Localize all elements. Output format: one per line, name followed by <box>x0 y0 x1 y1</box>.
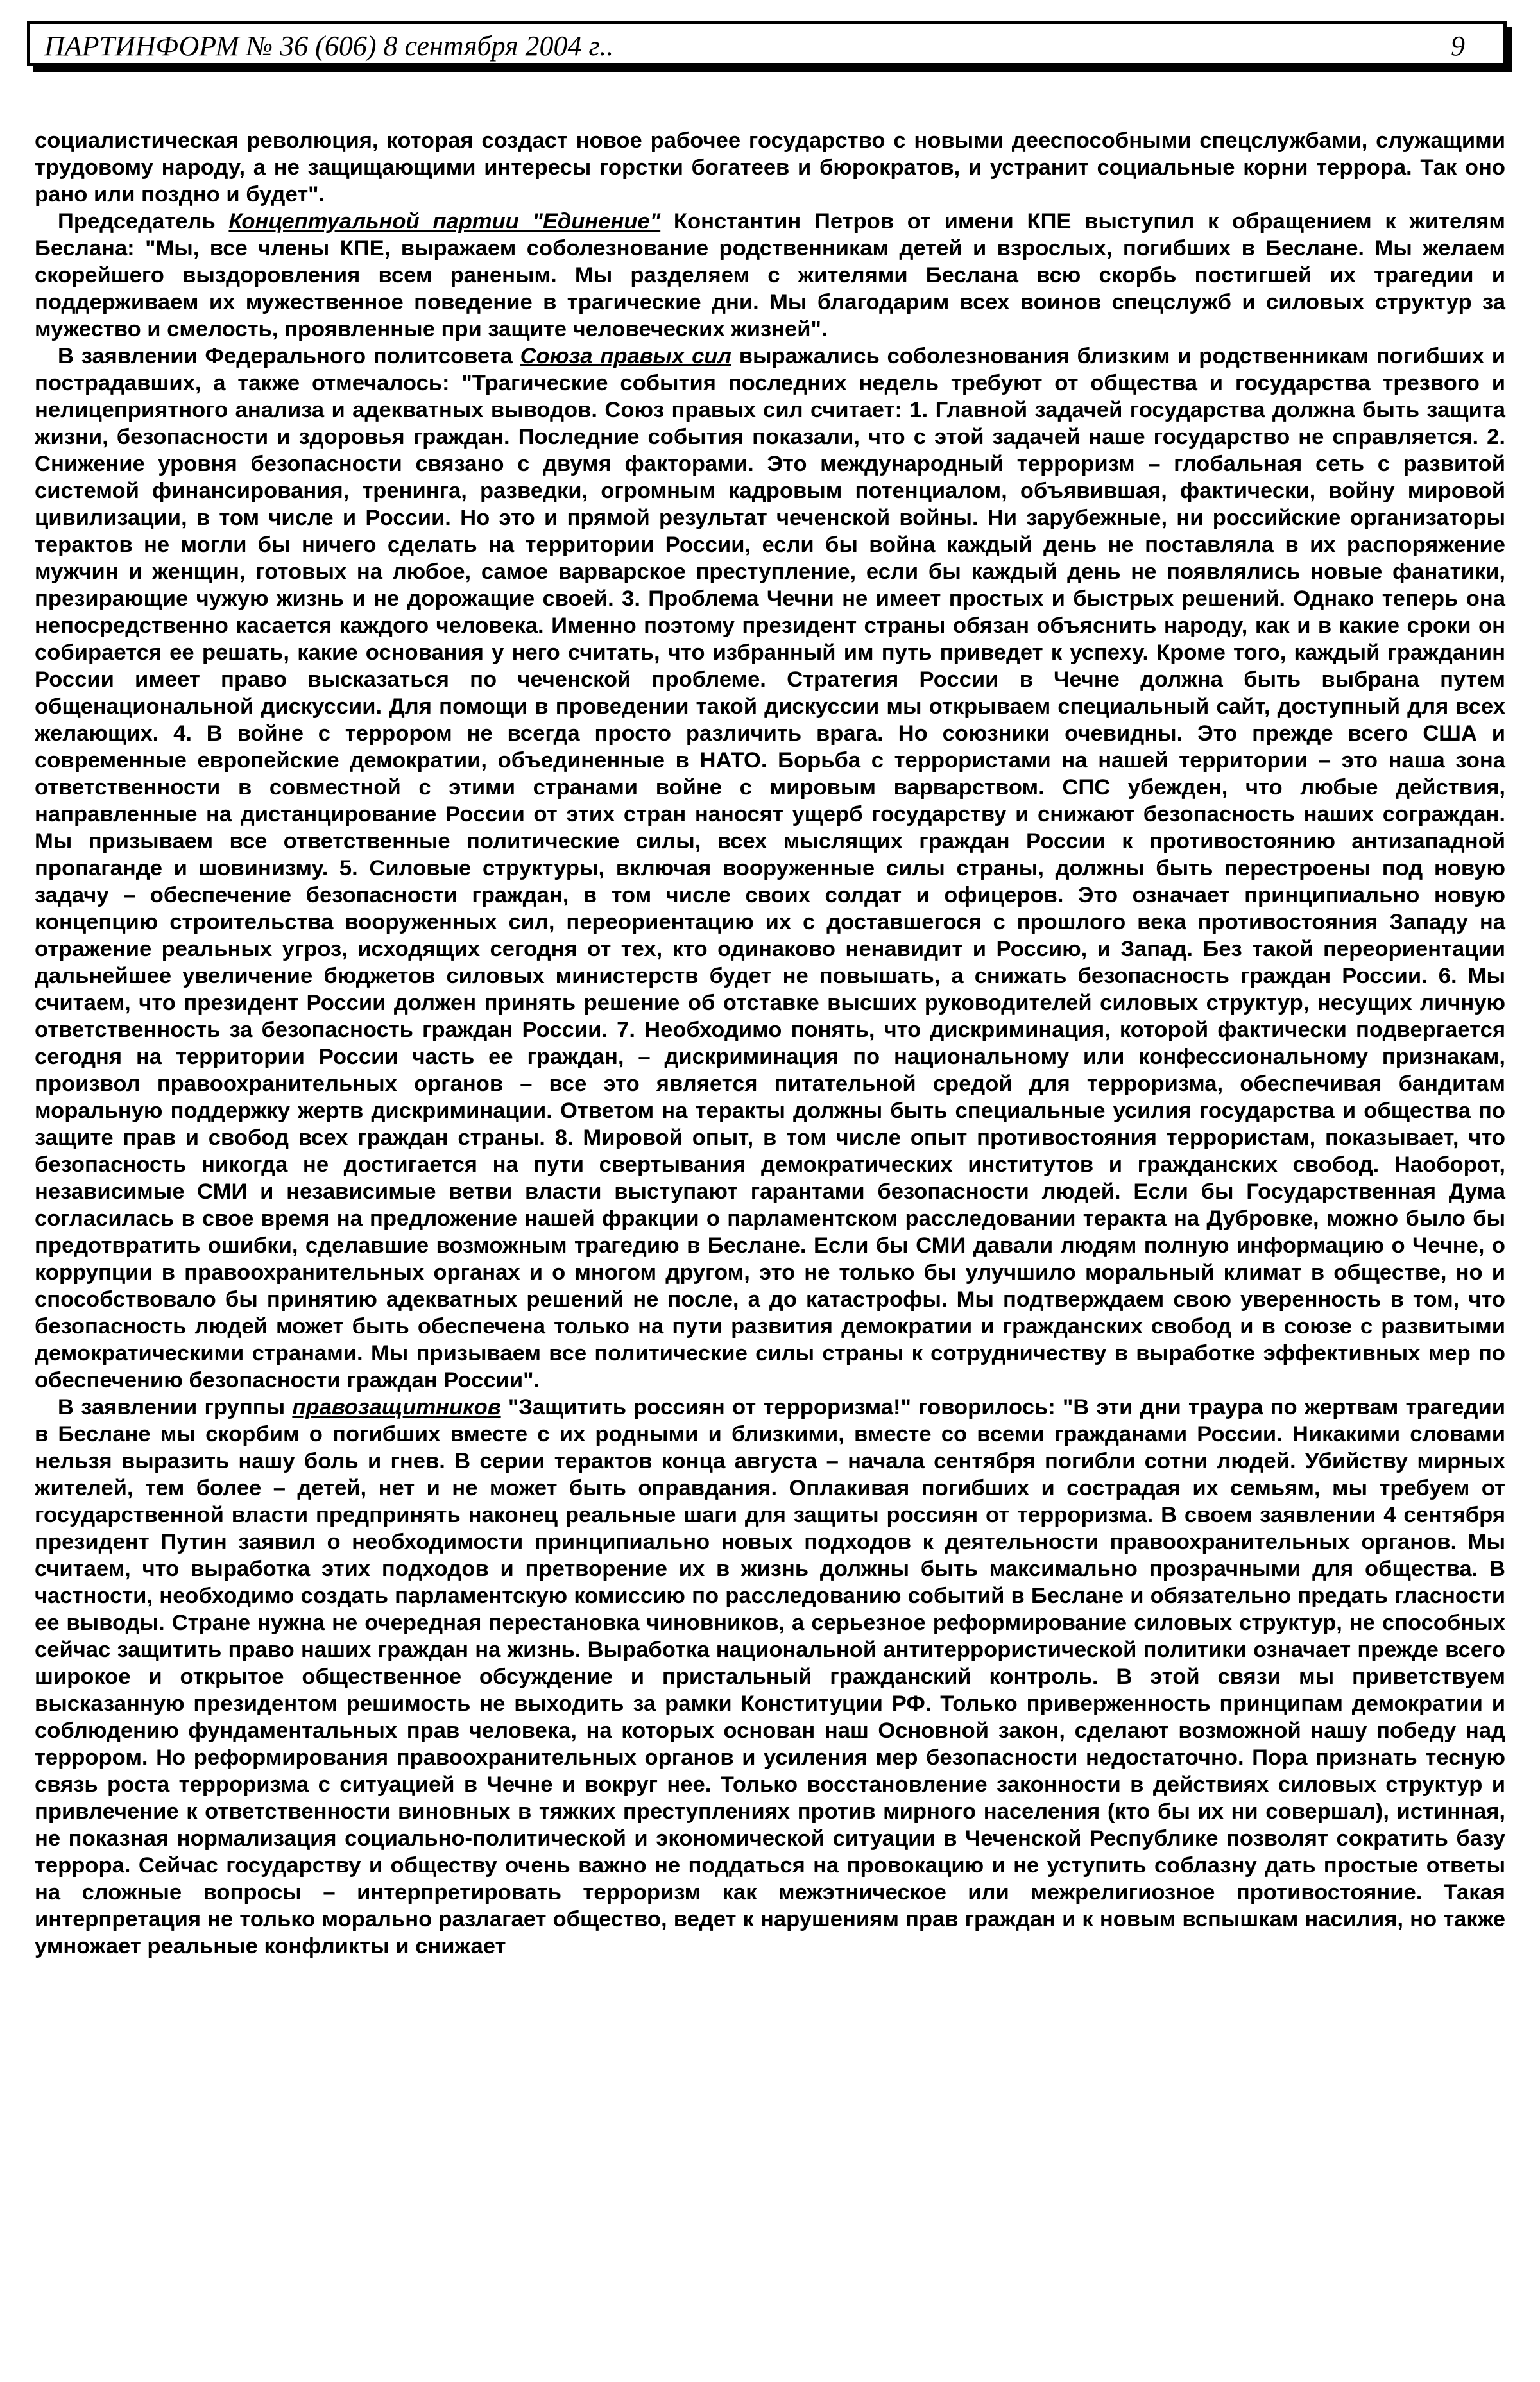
org-name-sps: Союза правых сил <box>520 344 732 368</box>
paragraph-2-lead: Председатель <box>58 209 229 234</box>
org-name-kpe: Концептуальной партии "Единение" <box>228 209 661 234</box>
paragraph-3 <box>35 343 1505 1394</box>
paragraph-2-text: Константин Петров от имени КПЕ выступил к обращением к жителям Беслана: "Мы, все члены КПЕ, выражаем соболезнование родственникам детей и взрослых, погибших в Беслане. Мы желаем скорейшего выздоровления всем раненым. Мы разделяем с жителями Беслана всю скорбь постигшей их трагедии и поддерживаем их мужественное поведение в трагические дни. Мы благодарим всех воинов спецслужб и силовых структур за мужество и смелость, проявленные при защите человеческих жизней". <box>35 209 1505 341</box>
page-header <box>27 21 1507 66</box>
org-name-rights-defenders: правозащитников <box>292 1395 501 1419</box>
paragraph-2 <box>35 208 1505 343</box>
paragraph-4 <box>35 1394 1505 1960</box>
paragraph-3-lead: В заявлении Федерального политсовета <box>58 344 520 368</box>
article-body <box>35 127 1505 1960</box>
paragraph-4-text: "Защитить россиян от терроризма!" говорилось: "В эти дни траура по жертвам трагедии в Беслане мы скорбим о погибших вместе с их родными и близкими, вместе со всеми гражданами России. Никакими словами нельзя выразить нашу боль и гнев. В серии терактов конца августа – начала сентября погибли сотни людей. Убийству мирных жителей, тем более – детей, нет и не может быть оправдания. Оплакивая погибших и сострадая их семьям, мы требуем от государственной власти предпринять наконец реальные шаги для защиты россиян от терроризма. В своем заявлении 4 сентября президент Путин заявил о необходимости принципиально новых подходов к деятельности правоохранительных органов. Мы считаем, что выработка этих подходов и претворение их в жизнь должны быть максимально прозрачными для общества. В частности, необходимо создать парламентскую комиссию по расследованию событий в Беслане и обязательно предать гласности ее выводы. Стране нужна не очередная перестановка чиновников, а серьезное реформирование силовых структур, не способных сейчас защитить право наших граждан на жизнь. Выработка национальной антитеррористической политики означает прежде всего широкое и открытое общественное обсуждение и пристальный гражданский контроль. В этой связи мы приветствуем высказанную президентом решимость не выходить за рамки Конституции РФ. Только приверженность принципам демократии и соблюдению фундаментальных прав человека, на которых основан наш Основной закон, сделают возможной нашу победу над террором. Но реформирования правоохранительных органов и усиления мер безопасности недостаточно. Пора признать тесную связь роста терроризма с ситуацией в Чечне и вокруг нее. Только восстановление законности в действиях силовых структур и привлечение к ответственности виновных в тяжких преступлениях против мирного населения (кто бы их ни совершал), истинная, не показная нормализация социально-политической и экономической ситуации в Чеченской Республике позволят сократить базу террора. Сейчас государству и обществу очень важно не поддаться на провокацию и не уступить соблазну дать простые ответы на сложные вопросы – интерпретировать терроризм как межэтническое или межрелигиозное противостояние. Такая интерпретация не только морально разлагает общество, ведет к нарушениям прав граждан и к новым вспышкам насилия, но также умножает реальные конфликты и снижает <box>35 1395 1505 1958</box>
paragraph-3-text: выражались соболезнования близким и родственникам погибших и пострадавших, а также отмечалось: "Трагические события последних недель требуют от общества и государства трезвого и нелицеприятного анализа и адекватных выводов. Союз правых сил считает: 1. Главной задачей государства должна быть защита жизни, безопасности и здоровья граждан. Последние события показали, что с этой задачей наше государство не справляется. 2. Снижение уровня безопасности связано с двумя факторами. Это международный терроризм – глобальная сеть с развитой системой финансирования, тренинга, разведки, огромным кадровым потенциалом, объявившая, фактически, войну мировой цивилизации, в том числе и России. Но это и прямой результат чеченской войны. Ни зарубежные, ни российские организаторы терактов не могли бы ничего сделать на территории России, если бы война каждый день не поставляла в их распоряжение мужчин и женщин, готовых на любое, самое варварское преступление, если бы каждый день не появлялись новые фанатики, презирающие чужую жизнь и не дорожащие своей. 3. Проблема Чечни не имеет простых и быстрых решений. Однако теперь она непосредственно касается каждого человека. Именно поэтому президент страны обязан объяснить народу, как и в какие сроки он собирается ее решать, какие основания у него считать, что избранный им путь приведет к успеху. Кроме того, каждый гражданин России имеет право высказаться по чеченской проблеме. Стратегия России в Чечне должна быть выбрана путем общенациональной дискуссии. Для помощи в проведении такой дискуссии мы открываем специальный сайт, доступный для всех желающих. 4. В войне с террором не всегда просто различить врага. Но союзники очевидны. Это прежде всего США и современные европейские демократии, объединенные в НАТО. Борьба с террористами на нашей территории – это наша зона ответственности в совместной с этими странами войне с мировым варварством. СПС убежден, что любые действия, направленные на дистанцирование России от этих стран наносят ущерб государству и снижают безопасность наших сограждан. Мы призываем все ответственные политические силы, всех мыслящих граждан России к противостоянию антизападной пропаганде и шовинизму. 5. Силовые структуры, включая вооруженные силы страны, должны быть перестроены под новую задачу – обеспечение безопасности граждан, в том числе своих солдат и офицеров. Это означает принципиально новую концепцию строительства вооруженных сил, переориентацию их с доставшегося с прошлого века противостояния Западу на отражение реальных угроз, исходящих сегодня от тех, кто одинаково ненавидит и Россию, и Запад. Без такой переориентации дальнейшее увеличение бюджетов силовых министерств будет не повышать, а снижать безопасность граждан России. 6. Мы считаем, что президент России должен принять решение об отставке высших руководителей силовых структур, несущих личную ответственность за безопасность граждан России. 7. Необходимо понять, что дискриминация, которой фактически подвергается сегодня на территории России часть ее граждан, – дискриминация по национальному или конфессиональному признакам, произвол правоохранительных органов – все это является питательной средой для терроризма, обеспечивая бандитам моральную поддержку жертв дискриминации. Ответом на теракты должны быть специальные усилия государства и общества по защите прав и свобод всех граждан страны. 8. Мировой опыт, в том числе опыт противостояния террористам, показывает, что безопасность никогда не достигается на пути свертывания демократических институтов и гражданских свобод. Наоборот, независимые СМИ и независимые ветви власти выступают гарантами безопасности людей. Если бы Государственная Дума согласилась в свое время на предложение нашей фракции о парламентском расследовании теракта на Дубровке, можно было бы предотвратить ошибки, сделавшие возможным трагедию в Беслане. Если бы СМИ давали людям полную информацию о Чечне, о коррупции в правоохранительных органах и о многом другом, это не только бы улучшило моральный климат в обществе, но и способствовало бы принятию адекватных решений не после, а до катастрофы. Мы подтверждаем свою уверенность в том, что безопасность людей может быть обеспечена только на пути развития демократии и гражданских свобод и в союзе с развитыми демократическими странами. Мы призываем все политические силы страны к сотрудничеству в выработке эффективных мер по обеспечению безопасности граждан России". <box>35 344 1505 1392</box>
paragraph-4-lead: В заявлении группы <box>58 1395 293 1419</box>
page-number: 9 <box>1451 30 1465 62</box>
paragraph-1: социалистическая революция, которая создаст новое рабочее государство с новыми дееспособными спецслужбами, служащими трудовому народу, а не защищающими интересы горстки богатеев и бюрократов, и устранит социальные корни террора. Так оно рано или поздно и будет". <box>35 128 1505 207</box>
issue-title: ПАРТИНФОРМ № 36 (606) 8 сентября 2004 г.. <box>44 30 614 62</box>
